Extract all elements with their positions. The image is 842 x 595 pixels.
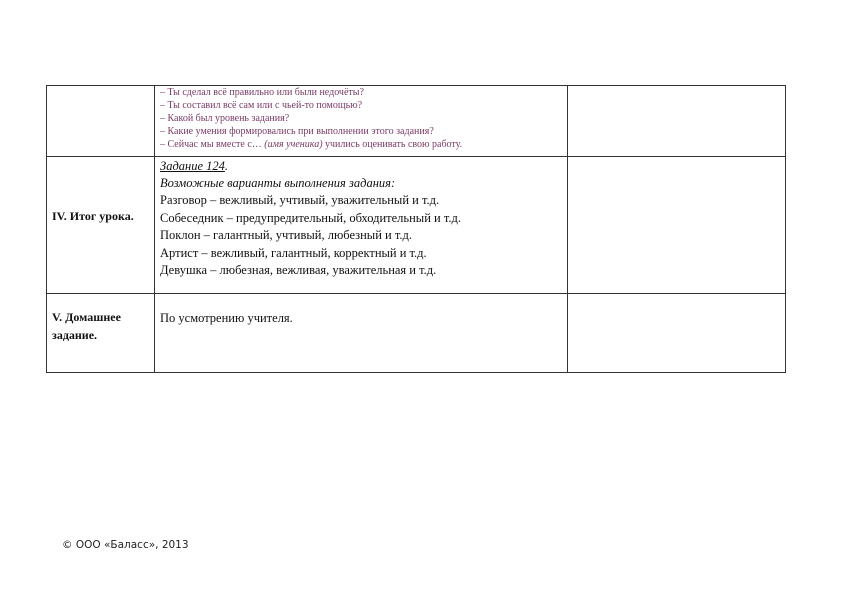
answer-list	[160, 192, 562, 280]
content-cell-summary	[155, 157, 568, 294]
table-row-homework	[47, 294, 786, 373]
notes-cell	[568, 157, 786, 294]
reflection-question: – Ты сделал всё правильно или были недочёты?	[160, 87, 364, 98]
table-row-reflection	[47, 86, 786, 157]
answer-item: Поклон – галантный, учтивый, любезный и т.д.	[160, 228, 412, 242]
table-row-summary	[47, 157, 786, 294]
reflection-question: – Ты составил всё сам или с чьей-то помощью?	[160, 100, 363, 111]
stage-cell-empty	[47, 86, 155, 157]
notes-cell	[568, 86, 786, 157]
reflection-question: – Какой был уровень задания?	[160, 113, 290, 124]
reflection-last-suffix: учились оценивать свою работу.	[322, 139, 463, 150]
stage-cell-homework	[47, 294, 155, 373]
reflection-question-last	[160, 138, 562, 151]
answer-item: Девушка – любезная, вежливая, уважительная и т.д.	[160, 263, 437, 277]
reflection-last-prefix: – Сейчас мы вместе с…	[160, 139, 265, 150]
content-cell-homework	[155, 294, 568, 373]
homework-text: По усмотрению учителя.	[160, 311, 293, 325]
stage-cell-summary	[47, 157, 155, 294]
answer-item: Разговор – вежливый, учтивый, уважительный и т.д.	[160, 193, 440, 207]
answer-item: Собеседник – предупредительный, обходительный и т.д.	[160, 210, 461, 225]
task-title: Задание 124	[160, 159, 225, 173]
content-cell-reflection	[155, 86, 568, 157]
stage-label-homework: V. Домашнее задание.	[52, 310, 121, 342]
stage-label-summary: IV. Итог урока.	[52, 209, 134, 223]
reflection-questions	[160, 86, 562, 151]
answer-item: Артист – вежливый, галантный, корректный и т.д.	[160, 245, 427, 260]
copyright-footer: © ООО «Баласс», 2013	[62, 539, 189, 551]
task-subtitle: Возможные варианты выполнения задания:	[160, 176, 396, 190]
student-name-hint: (имя ученика)	[264, 139, 323, 150]
reflection-question: – Какие умения формировались при выполнении этого задания?	[160, 126, 434, 137]
notes-cell	[568, 294, 786, 373]
lesson-plan-table	[46, 85, 786, 373]
task-title-dot: .	[224, 159, 229, 173]
